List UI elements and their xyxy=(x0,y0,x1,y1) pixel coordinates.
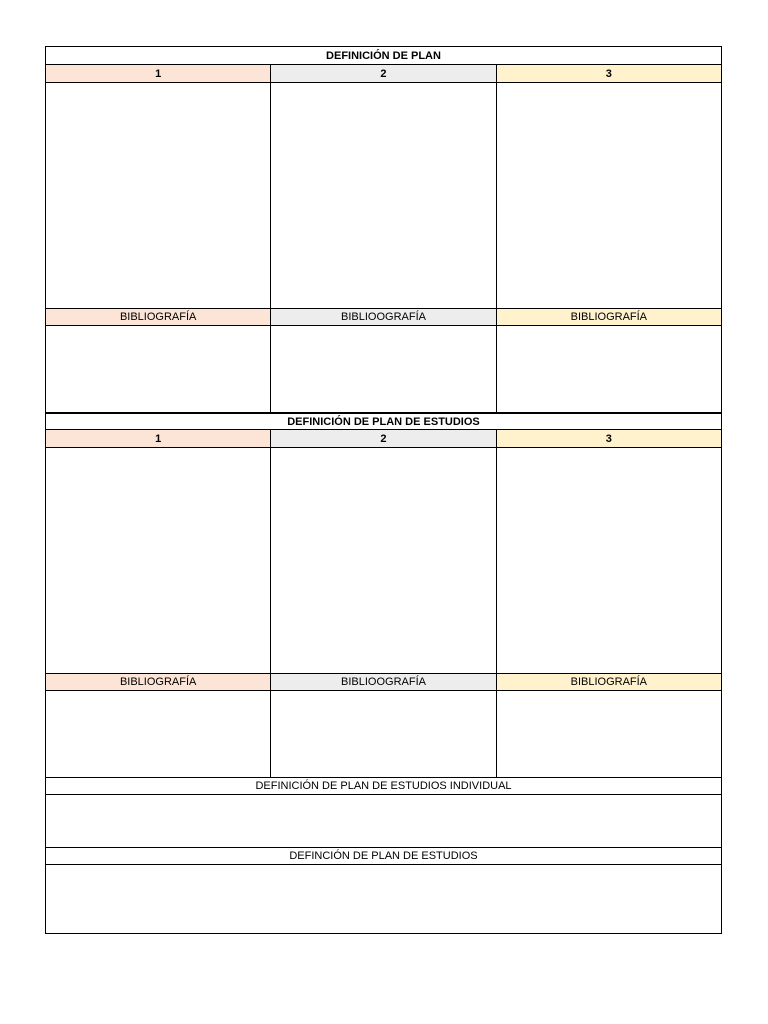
section1-col3-bibliography[interactable] xyxy=(497,326,721,412)
section1-col3-header: 3 xyxy=(497,65,721,82)
section2-bibliography-row xyxy=(46,691,721,777)
section2-title-text: DEFINICIÓN DE PLAN DE ESTUDIOS xyxy=(287,415,480,428)
section2-col1-bibliography-label: BIBLIOGRAFÍA xyxy=(46,674,271,690)
section1-col2-bibliography-label: BIBLIOOGRAFÍA xyxy=(271,309,496,325)
section1-col2-content[interactable] xyxy=(271,83,496,308)
section2-col1-header: 1 xyxy=(46,430,271,447)
section2-col3-header: 3 xyxy=(497,430,721,447)
section2-title xyxy=(46,412,721,430)
section2-col3-bibliography-label: BIBLIOGRAFÍA xyxy=(497,674,721,690)
section1-bibliography-row xyxy=(46,326,721,412)
section1-col3-bibliography-label: BIBLIOGRAFÍA xyxy=(497,309,721,325)
section1-col1-header: 1 xyxy=(46,65,271,82)
section1-col2-bibliography[interactable] xyxy=(271,326,496,412)
section1-content-row xyxy=(46,83,721,308)
section1-col3-content[interactable] xyxy=(497,83,721,308)
section2-col1-bibliography[interactable] xyxy=(46,691,271,777)
plan-definition-sheet xyxy=(45,46,722,934)
section3-title-text: DEFINICIÓN DE PLAN DE ESTUDIOS INDIVIDUAL xyxy=(255,780,512,792)
section3-content[interactable] xyxy=(46,795,721,847)
section1-col1-bibliography[interactable] xyxy=(46,326,271,412)
section1-title-text: DEFINICIÓN DE PLAN xyxy=(326,49,441,62)
section1-col1-content[interactable] xyxy=(46,83,271,308)
section2-col1-content[interactable] xyxy=(46,448,271,673)
section4-title xyxy=(46,847,721,865)
section2-column-headers xyxy=(46,430,721,448)
section2-col3-bibliography[interactable] xyxy=(497,691,721,777)
section1-title xyxy=(46,47,721,65)
section4-title-text: DEFINCIÓN DE PLAN DE ESTUDIOS xyxy=(289,850,478,862)
section2-bibliography-headers xyxy=(46,673,721,691)
section1-col2-header: 2 xyxy=(271,65,496,82)
section2-col2-bibliography-label: BIBLIOOGRAFÍA xyxy=(271,674,496,690)
section2-col2-content[interactable] xyxy=(271,448,496,673)
section1-col1-bibliography-label: BIBLIOGRAFÍA xyxy=(46,309,271,325)
section2-col2-header: 2 xyxy=(271,430,496,447)
section1-column-headers xyxy=(46,65,721,83)
section2-content-row xyxy=(46,448,721,673)
section3-title xyxy=(46,777,721,795)
section1-bibliography-headers xyxy=(46,308,721,326)
section2-col3-content[interactable] xyxy=(497,448,721,673)
section4-content[interactable] xyxy=(46,865,721,933)
section2-col2-bibliography[interactable] xyxy=(271,691,496,777)
